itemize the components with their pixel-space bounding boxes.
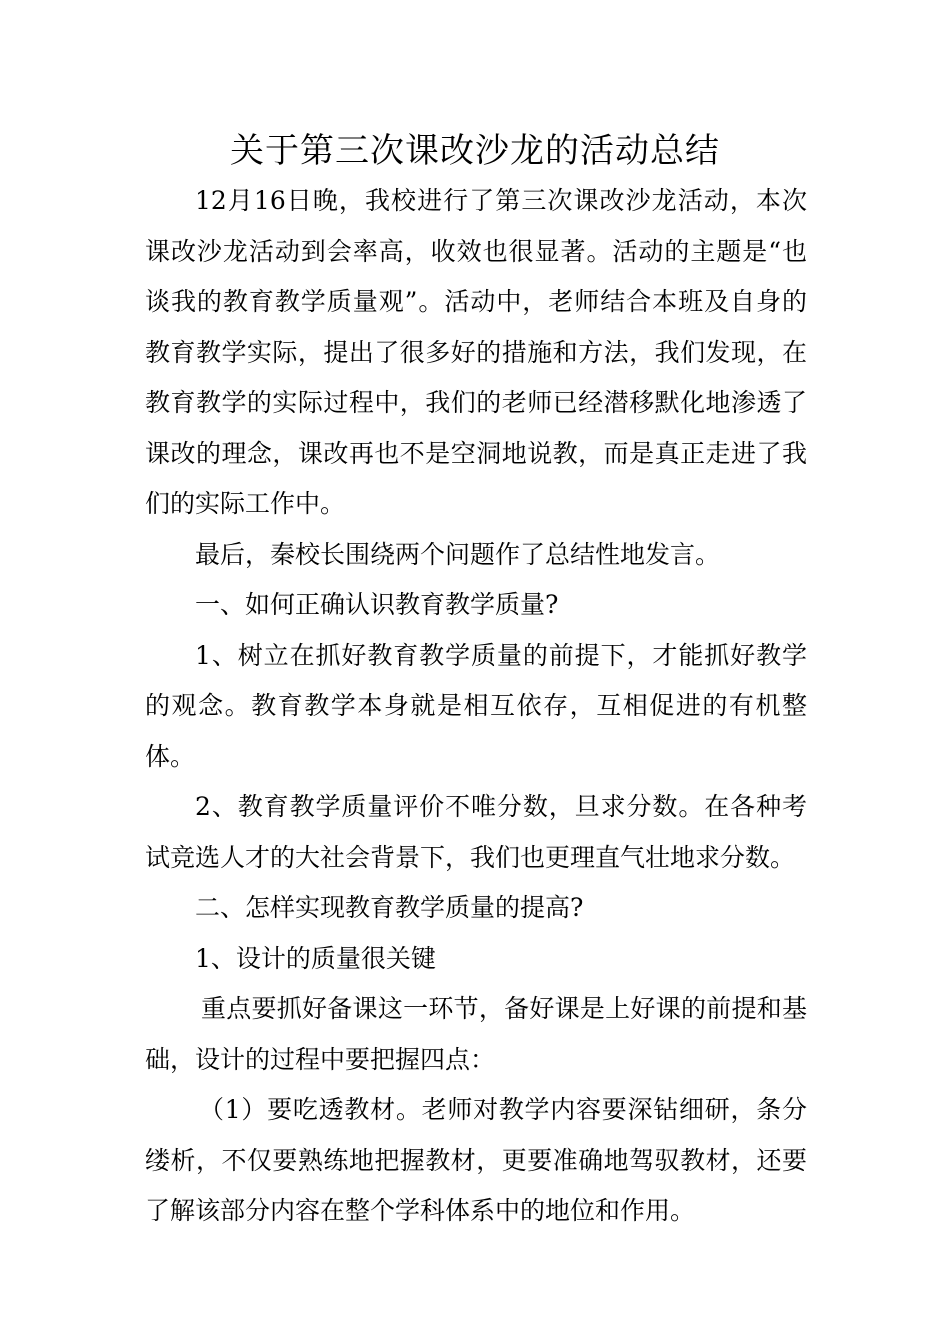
paragraph-textbook: （1）要吃透教材。老师对教学内容要深钻细研，条分缕析，不仅要熟练地把握教材，更要准确地驾驭教材，还要了解该部分内容在整个学科体系中的地位和作用。 [145,1095,807,1225]
paragraph-lesson-prep: 重点要抓好备课这一环节，备好课是上好课的前提和基础，设计的过程中要把握四点： [145,994,807,1074]
document-body [145,176,807,1237]
section-heading-one: 一、如何正确认识教育教学质量? [195,590,559,619]
subheading-design-quality: 1、设计的质量很关键 [195,943,436,973]
paragraph-point-1: 1、树立在抓好教育教学质量的前提下，才能抓好教学的观念。教育教学本身就是相互依存，互相促进的有机整体。 [145,640,807,771]
paragraph-point-2: 2、教育教学质量评价不唯分数，旦求分数。在各种考试竞选人才的大社会背景下，我们也更理直气壮地求分数。 [145,792,807,872]
paragraph-intro: 12月16日晚，我校进行了第三次课改沙龙活动，本次课改沙龙活动到会率高，收效也很显著。活动的主题是“也谈我的教育教学质量观”。活动中，老师结合本班及自身的教育教学实际，提出了很多好的措施和方法，我们发现，在教育教学的实际过程中，我们的老师已经潜移默化地渗透了课改的理念，课改再也不是空洞地说教，而是真正走进了我们的实际工作中。 [145,186,807,518]
paragraph-principal-speech: 最后，秦校长围绕两个问题作了总结性地发言。 [195,539,721,569]
section-heading-two: 二、怎样实现教育教学质量的提高? [195,893,584,922]
document-title: 关于第三次课改沙龙的活动总结 [230,131,720,171]
